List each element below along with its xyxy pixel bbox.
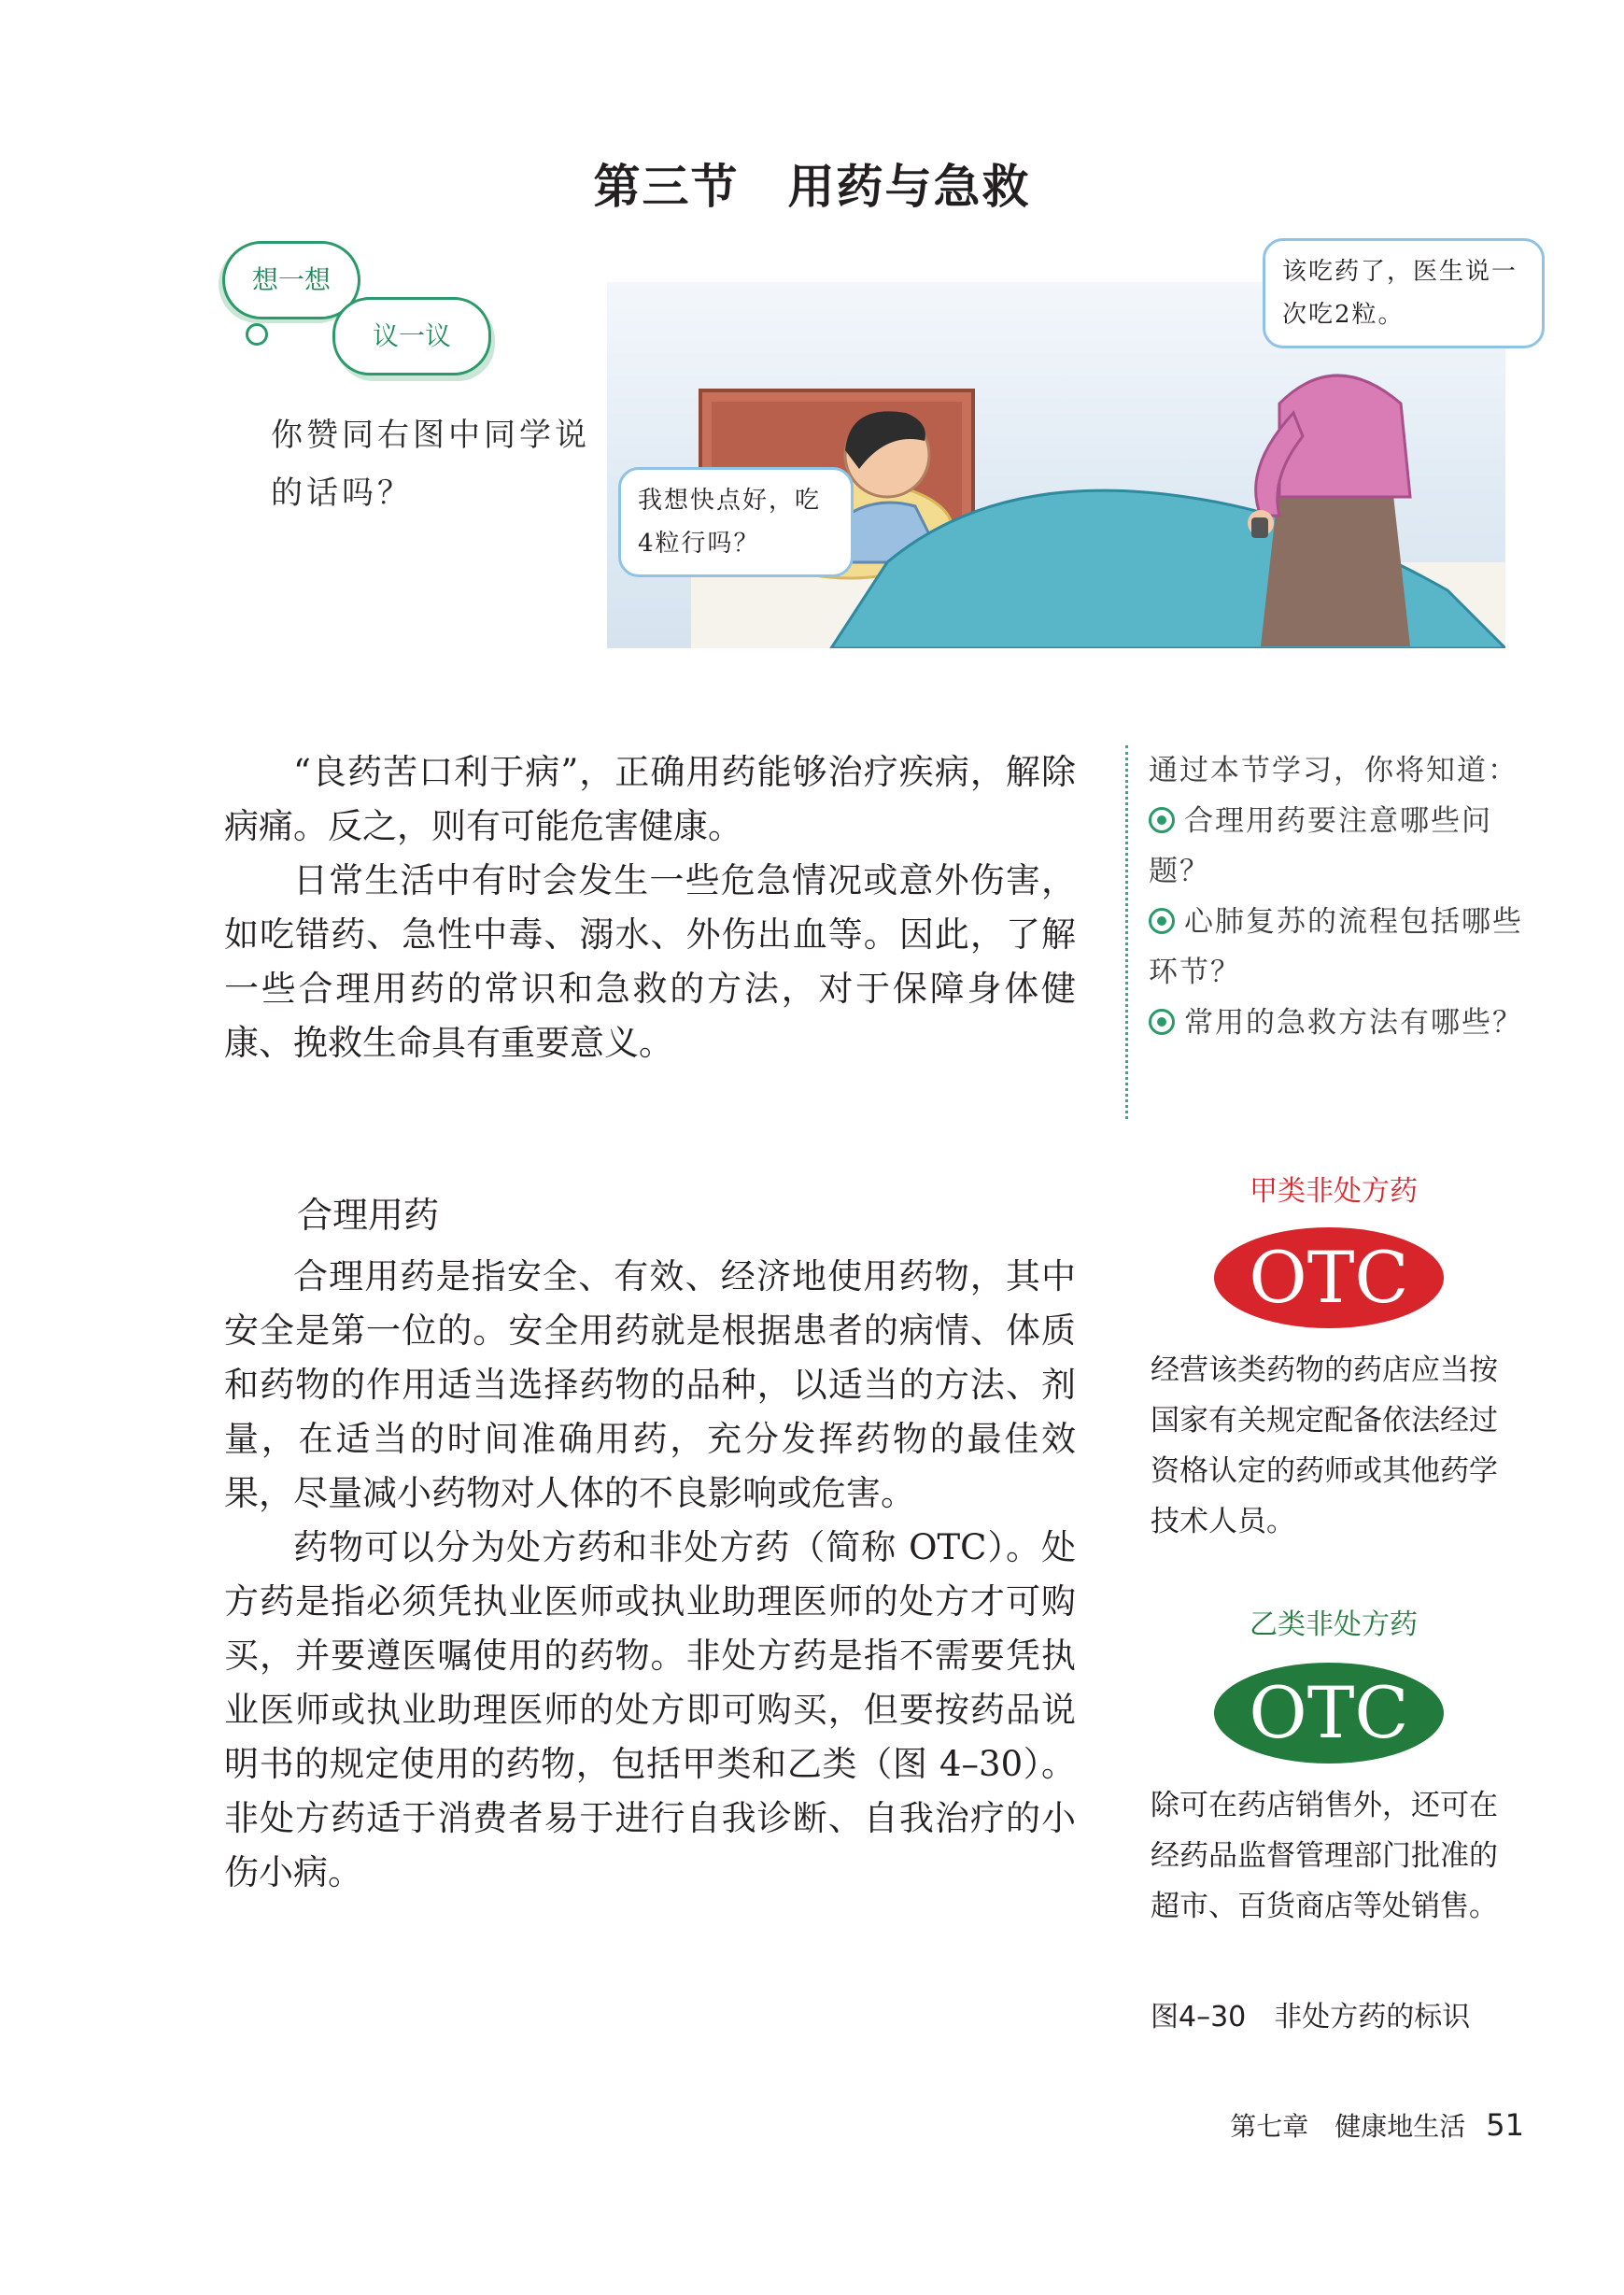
intro-paragraph: “良药苦口利于病”，正确用药能够治疗疾病，解除病痛。反之，则有可能危害健康。 <box>224 752 1076 846</box>
objective-item <box>1149 897 1541 998</box>
think-label: 想一想 <box>222 241 360 319</box>
mother-speech-bubble: 该吃药了，医生说一次吃2粒。 <box>1263 238 1545 348</box>
bullet-icon <box>1149 1009 1175 1035</box>
bullet-icon <box>1149 807 1175 833</box>
intro-text <box>224 745 1076 1070</box>
thought-dot <box>246 323 268 346</box>
page-number: 51 <box>1486 2107 1524 2143</box>
objective-text: 合理用药要注意哪些问题？ <box>1149 804 1492 888</box>
otc-class-b-label: 乙类非处方药 <box>1250 1608 1418 1641</box>
intro-paragraph: 日常生活中有时会发生一些危急情况或意外伤害，如吃错药、急性中毒、溺水、外伤出血等。因此，了解一些合理用药的常识和急救的方法，对于保障身体健康、挽救生命具有重要意义。 <box>224 860 1076 1063</box>
otc-class-a-description: 经营该类药物的药店应当按国家有关规定配备依法经过资格认定的药师或其他药学技术人员。 <box>1151 1353 1498 1538</box>
learning-objectives <box>1125 745 1541 1119</box>
objectives-intro: 通过本节学习，你将知道： <box>1149 754 1518 787</box>
otc-red-logo: OTC <box>1214 1227 1444 1328</box>
objective-text: 心肺复苏的流程包括哪些环节？ <box>1149 905 1523 989</box>
chapter-title: 第七章 健康地生活 <box>1230 2111 1466 2142</box>
discussion-question: 你赞同右图中同学说的话吗？ <box>271 417 590 512</box>
figure-caption: 图4–30 非处方药的标识 <box>1151 2001 1471 2033</box>
child-speech-bubble: 我想快点好，吃4粒行吗？ <box>618 467 854 577</box>
discuss-label: 议一议 <box>332 297 491 375</box>
page-footer <box>1151 2106 1524 2144</box>
objective-text: 常用的急救方法有哪些？ <box>1184 1006 1523 1040</box>
otc-class-b-description: 除可在药店销售外，还可在经药品监督管理部门批准的超市、百货商店等处销售。 <box>1151 1789 1498 1923</box>
body-paragraph: 合理用药是指安全、有效、经济地使用药物，其中安全是第一位的。安全用药就是根据患者的病情、体质和药物的作用适当选择药物的品种，以适当的方法、剂量，在适当的时间准确用药，充分发挥药物的最佳效果，尽量减小药物对人体的不良影响或危害。 <box>224 1256 1076 1513</box>
otc-green-logo: OTC <box>1214 1663 1444 1764</box>
body-text <box>224 1250 1076 1900</box>
section-title: 第三节 用药与急救 <box>593 160 1031 214</box>
bullet-icon <box>1149 908 1175 934</box>
objective-item <box>1149 998 1541 1048</box>
body-paragraph: 药物可以分为处方药和非处方药（简称 OTC）。处方药是指必须凭执业医师或执业助理医师的处方才可购买，并要遵医嘱使用的药物。非处方药是指不需要凭执业医师或执业助理医师的处方即可购买，但要按药品说明书的规定使用的药物，包括甲类和乙类（图 4–30）。非处方药适于消费者易于进行自我诊断、自我治疗的小伤小病。 <box>224 1527 1076 1892</box>
objective-item <box>1149 796 1541 897</box>
subheading: 合理用药 <box>297 1195 440 1236</box>
otc-class-a-label: 甲类非处方药 <box>1250 1175 1418 1208</box>
